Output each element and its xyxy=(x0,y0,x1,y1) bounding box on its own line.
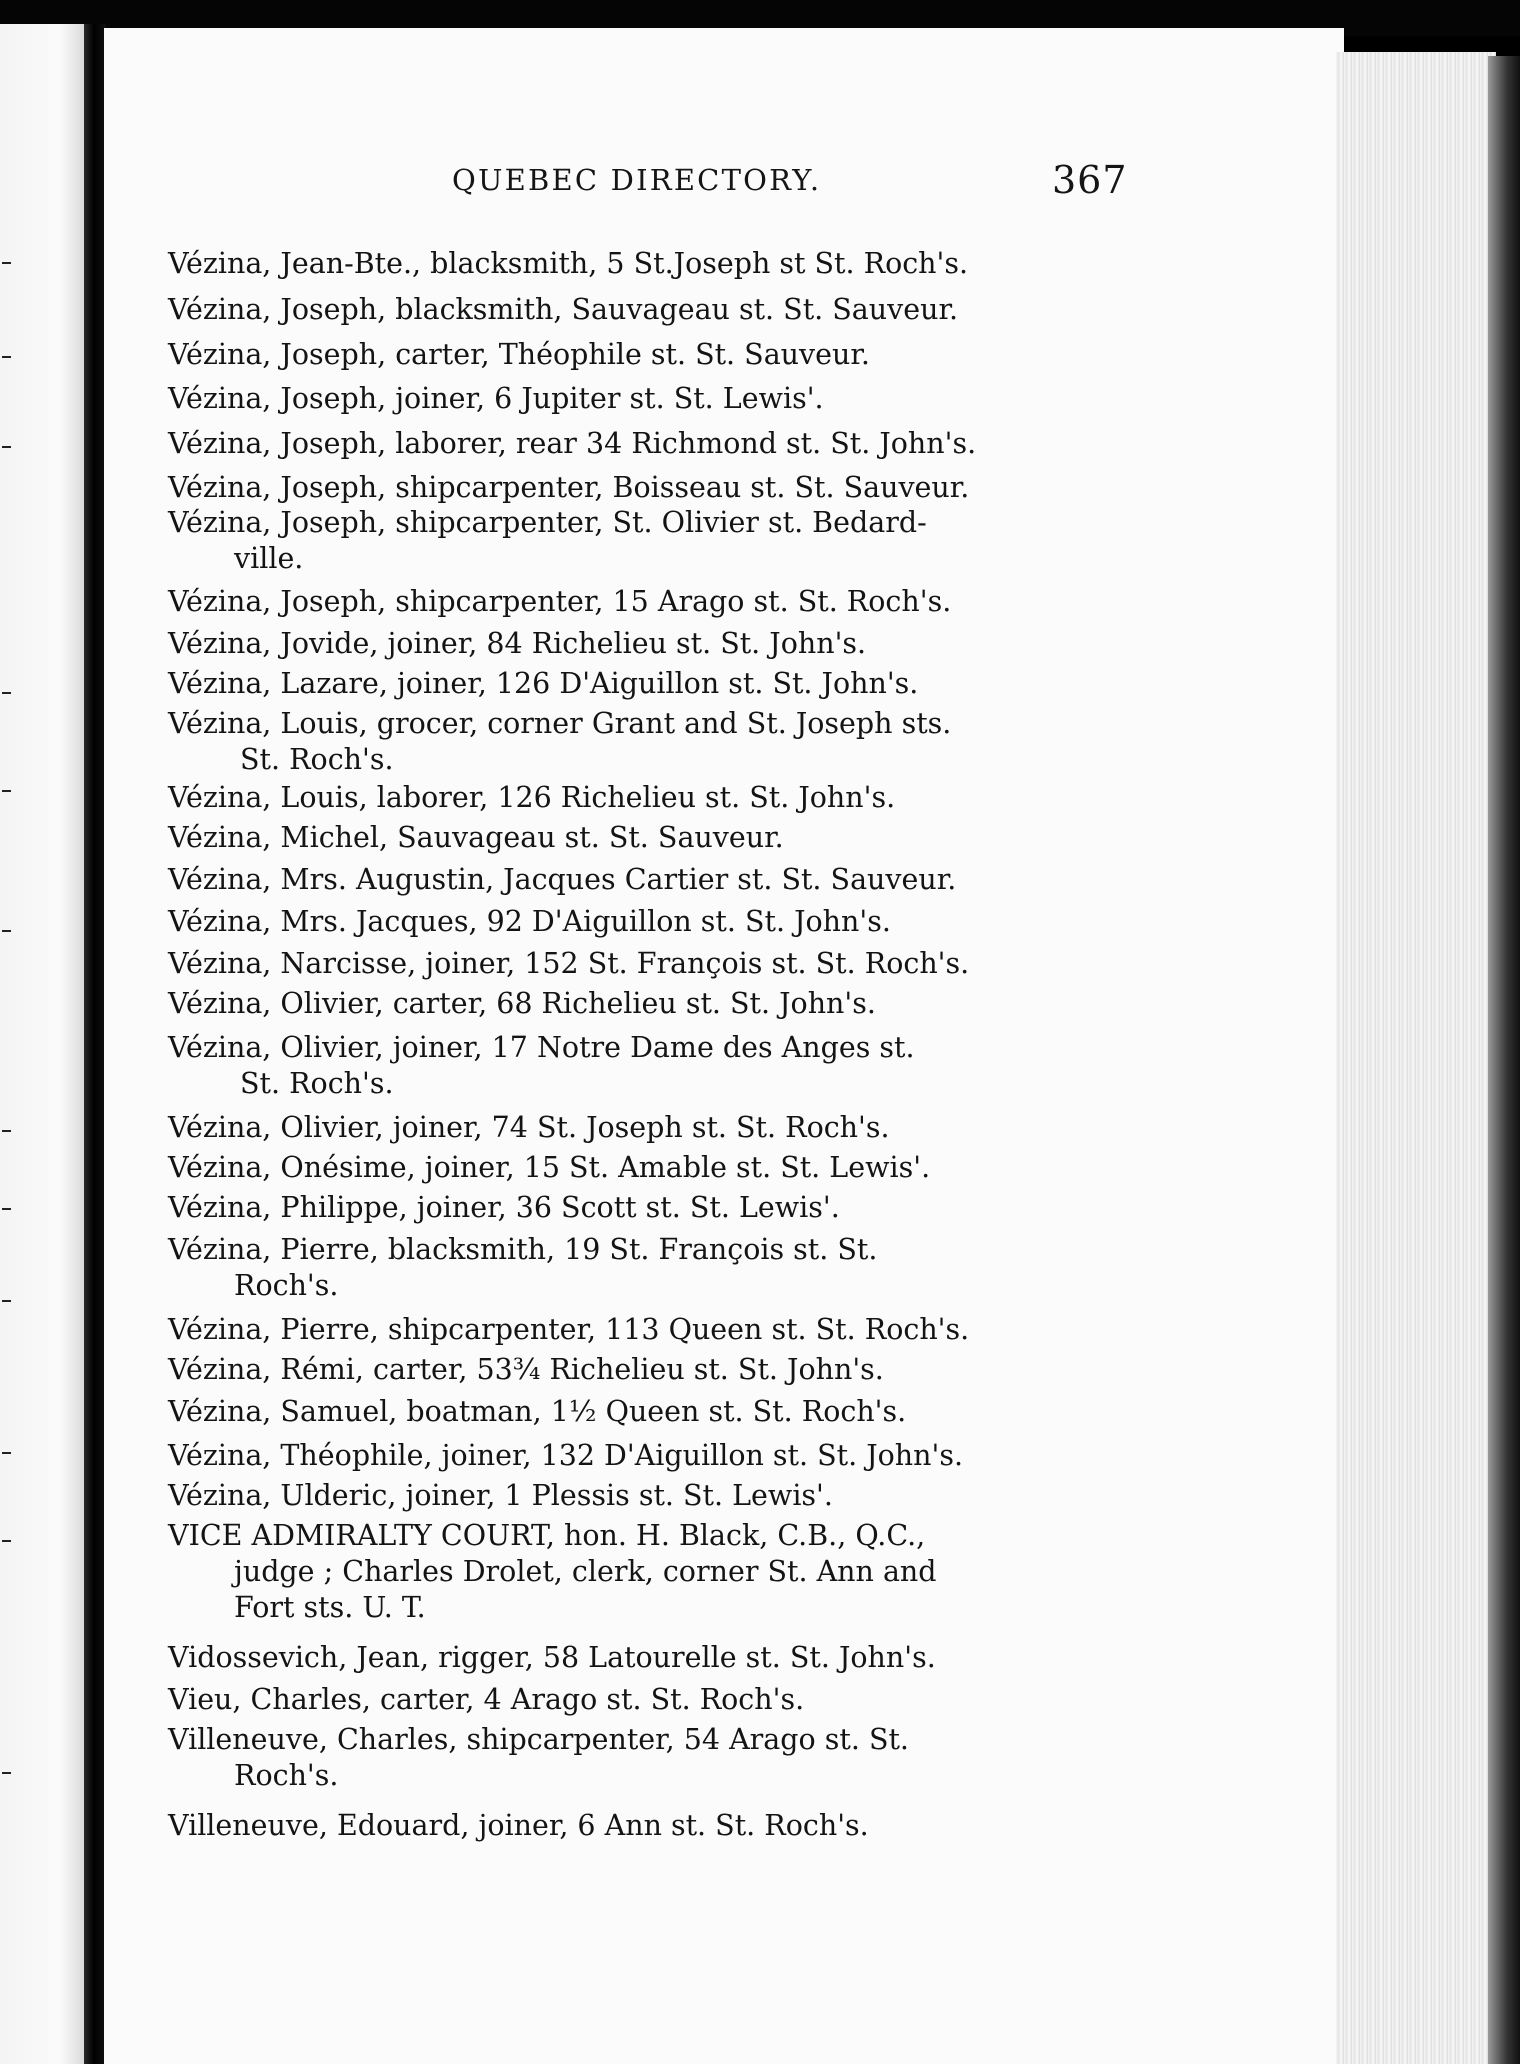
entry-text: Vézina, Narcisse, joiner, 152 St. François st. St. Roch's. xyxy=(168,947,970,980)
entry-continuation: Fort sts. U. T. xyxy=(234,1591,426,1624)
entry-text: Vézina, Pierre, blacksmith, 19 St. François st. St. xyxy=(168,1233,878,1266)
directory-page xyxy=(104,28,1344,2064)
entry-text: Vézina, Philippe, joiner, 36 Scott st. St. Lewis'. xyxy=(168,1191,840,1224)
entry-continuation: Roch's. xyxy=(234,1759,339,1792)
entry-text: Vézina, Onésime, joiner, 15 St. Amable st. St. Lewis'. xyxy=(168,1151,931,1184)
page-block-edges xyxy=(1336,52,1496,2064)
entry-text: Vézina, Jovide, joiner, 84 Richelieu st. St. John's. xyxy=(168,627,867,660)
entry-text: Vézina, Ulderic, joiner, 1 Plessis st. St. Lewis'. xyxy=(168,1479,833,1512)
entry-text: Vézina, Joseph, shipcarpenter, 15 Arago st. St. Roch's. xyxy=(168,585,952,618)
entry-text: Vézina, Jean-Bte., blacksmith, 5 St.Joseph st St. Roch's. xyxy=(168,247,969,280)
entry-text: Vézina, Olivier, joiner, 17 Notre Dame des Anges st. xyxy=(168,1031,915,1064)
entry-continuation: Roch's. xyxy=(234,1269,339,1302)
entry-text: Vézina, Louis, laborer, 126 Richelieu st. St. John's. xyxy=(168,781,896,814)
entry-text: Vézina, Théophile, joiner, 132 D'Aiguillon st. St. John's. xyxy=(168,1439,964,1472)
entry-text: Villeneuve, Edouard, joiner, 6 Ann st. St. Roch's. xyxy=(168,1809,869,1842)
entry-text: Vézina, Joseph, blacksmith, Sauvageau st. St. Sauveur. xyxy=(168,293,959,326)
page-number: 367 xyxy=(1052,158,1128,202)
page-block-shadow xyxy=(1488,56,1520,2064)
facing-page-text-fragments xyxy=(0,0,20,2064)
entry-text: Vézina, Michel, Sauvageau st. St. Sauveur. xyxy=(168,821,784,854)
entry-text: Vézina, Joseph, shipcarpenter, Boisseau st. St. Sauveur. xyxy=(168,471,970,504)
entry-continuation: ville. xyxy=(234,542,304,575)
entry-text: Vézina, Rémi, carter, 53¾ Richelieu st. St. John's. xyxy=(168,1353,884,1386)
entry-text: Vézina, Mrs. Jacques, 92 D'Aiguillon st. St. John's. xyxy=(168,905,891,938)
entry-text: Villeneuve, Charles, shipcarpenter, 54 Arago st. St. xyxy=(168,1723,909,1756)
entry-text: Vézina, Olivier, joiner, 74 St. Joseph st. St. Roch's. xyxy=(168,1111,890,1144)
entry-text: Vézina, Joseph, shipcarpenter, St. Olivier st. Bedard- xyxy=(168,506,927,539)
entry-text: Vézina, Mrs. Augustin, Jacques Cartier st. St. Sauveur. xyxy=(168,863,957,896)
entry-text: Vidossevich, Jean, rigger, 58 Latourelle st. St. John's. xyxy=(168,1641,936,1674)
entry-text: Vézina, Joseph, carter, Théophile st. St. Sauveur. xyxy=(168,338,870,371)
entry-text: VICE ADMIRALTY COURT, hon. H. Black, C.B., Q.C., xyxy=(168,1519,926,1552)
entry-continuation: St. Roch's. xyxy=(240,743,394,776)
entry-text: Vézina, Joseph, laborer, rear 34 Richmond st. St. John's. xyxy=(168,427,977,460)
entry-text: Vézina, Louis, grocer, corner Grant and St. Joseph sts. xyxy=(168,707,952,740)
running-title: QUEBEC DIRECTORY. xyxy=(452,163,822,197)
entry-text: Vieu, Charles, carter, 4 Arago st. St. Roch's. xyxy=(168,1683,805,1716)
entry-text: Vézina, Olivier, carter, 68 Richelieu st. St. John's. xyxy=(168,987,876,1020)
book-gutter xyxy=(84,24,106,2064)
entry-continuation: St. Roch's. xyxy=(240,1067,394,1100)
entry-continuation: judge ; Charles Drolet, clerk, corner St. Ann and xyxy=(234,1555,937,1588)
entry-text: Vézina, Lazare, joiner, 126 D'Aiguillon st. St. John's. xyxy=(168,667,919,700)
entry-text: Vézina, Joseph, joiner, 6 Jupiter st. St. Lewis'. xyxy=(168,382,824,415)
entry-text: Vézina, Pierre, shipcarpenter, 113 Queen st. St. Roch's. xyxy=(168,1313,970,1346)
entry-text: Vézina, Samuel, boatman, 1½ Queen st. St. Roch's. xyxy=(168,1395,907,1428)
